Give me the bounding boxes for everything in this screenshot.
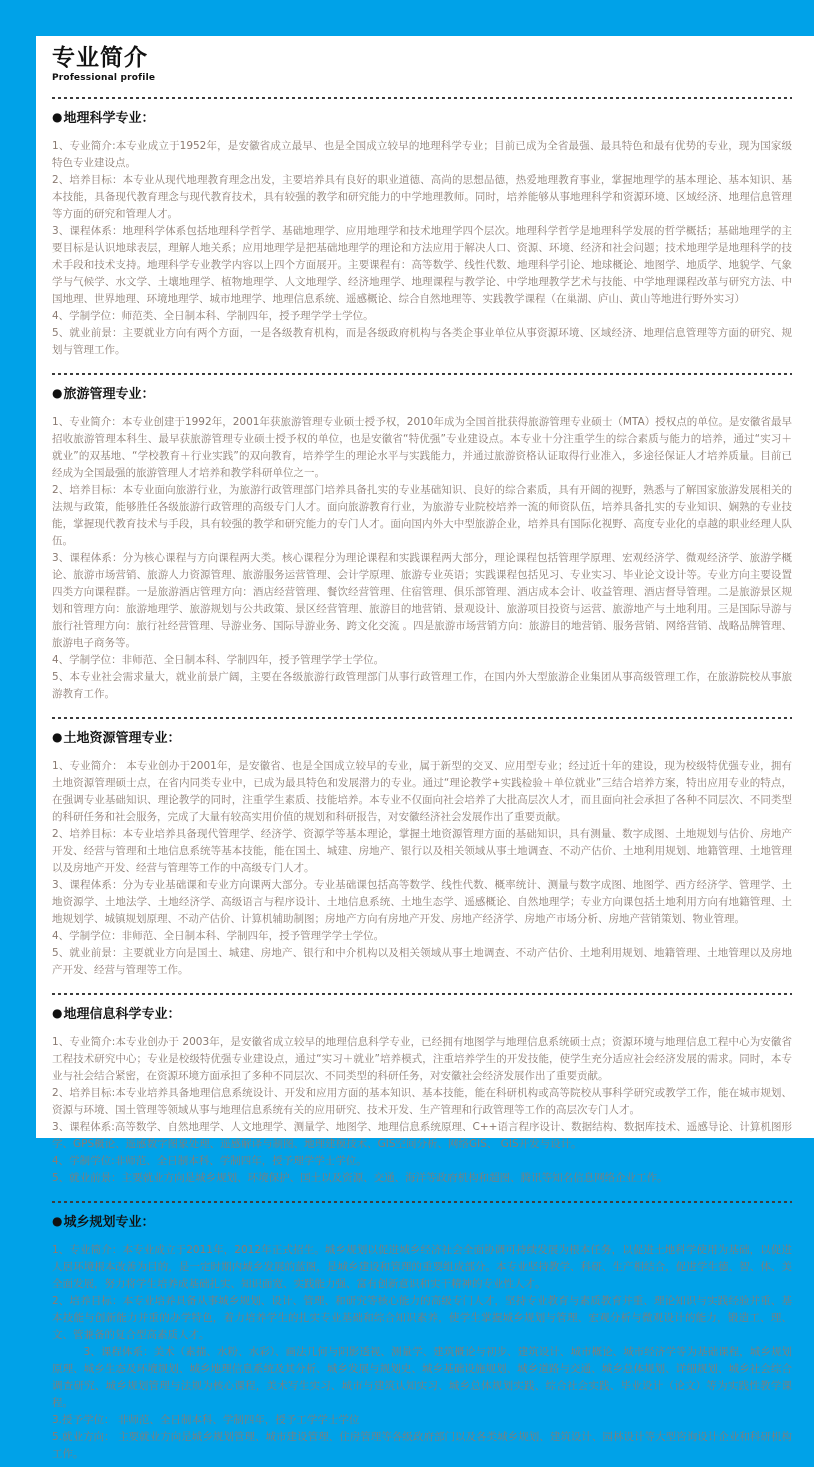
bullet-icon: ●	[52, 729, 63, 744]
section-title: 旅游管理专业：	[63, 387, 155, 403]
bullet-icon: ●	[52, 385, 63, 400]
paragraph: 1、专业简介：本专业创建于1992年，2001年获旅游管理专业硕士授予权，2010年成为全国首批获得旅游管理专业硕士（MTA）授权点的单位。是安徽省最早招收旅游管理本科生、最早获旅游管理专业硕士授予权的单位，也是安徽省“特优强”专业建设点。本专业十分注重学生的综合素质与能力的培养，通过“实习＋就业”的双基地、“学校教育＋行业实践”的双向教育，培养学生的理论水平与实践能力，并通过旅游资格认证取得行业准入，多途径保证人才培养质量。目前已经成为全国最强的旅游管理人才培养和教学科研单位之一。	[52, 416, 792, 480]
major-section	[52, 993, 792, 1191]
section-title: 土地资源管理专业：	[63, 731, 181, 747]
section-heading	[52, 383, 792, 402]
paragraph: 5、就业前景：主要就业方向是城乡规划、环境保护、国土以及资源、交通、海洋等政府机构和超图、腾讯等知名信息网络企业工作。	[52, 1172, 668, 1185]
paragraph: 3.授予学位： 非师范、全日制本科、学制四年，授予工学学士学位	[52, 1414, 360, 1427]
sections-container	[52, 97, 792, 1467]
paragraph: 2、培养目标：本专业面向旅游行业，为旅游行政管理部门培养具备扎实的专业基础知识、良好的综合素质，具有开阔的视野，熟悉与了解国家旅游发展相关的法规与政策，能够胜任各级旅游行政管理的高级专门人才。面向旅游教育行业，为旅游专业院校培养一流的师资队伍，培养具备扎实的专业知识、娴熟的专业技能，掌握现代教育技术与手段，具有较强的教学和研究能力的专门人才。面向国内外大中型旅游企业，培养具有国际化视野、高度专业化的卓越的职业经理人队伍。	[52, 484, 792, 548]
section-title: 地理科学专业：	[63, 111, 155, 127]
paragraph: 1、专业简介:本专业创办于 2003年，是安徽省成立较早的地理信息科学专业，已经拥有地图学与地理信息系统硕士点；资源环境与地理信息工程中心为安徽省工程技术研究中心；专业是校级特优强专业建设点，通过“实习＋就业”培养模式，注重培养学生的开发技能，使学生充分适应社会经济发展的需求。同时，本专业与社会结合紧密，在资源环境方面承担了多种不同层次、不同类型的科研任务，对安徽社会经济发展作出了重要贡献。	[52, 1036, 792, 1083]
paragraph: 3、课程体系：美术（素描、水粉、水彩）、画法几何与阴影透视、测量学、建筑概论与初步、建筑设计、城市概论、城市经济学等为基础课程，城乡规划原理、城乡生态及环境规划、城乡地理信息系统及其分析、城乡发展与规划史、城乡基础设施规划、城乡道路与交通、城乡总体规划、详细规划、城乡社会综合调查研究、城乡规划管理与法规为核心课程，美术写生实习、城市与建筑认知实习、城乡总体规划实践、综合社会实践、毕业设计（论文）等为实践性教学课程。	[52, 1346, 792, 1410]
paragraph: 1、专业简介:本专业成立于1952年，是安徽省成立最早、也是全国成立较早的地理科学专业；目前已成为全省最强、最具特色和最有优势的专业，现为国家级特色专业建设点。	[52, 140, 792, 170]
paragraph: 4、学制学位：非师范、全日制本科、学制四年，授予管理学学士学位。	[52, 930, 385, 943]
major-section	[52, 97, 792, 363]
paragraph: 3、课程体系:高等数学、自然地理学、人文地理学、测量学、地图学、地理信息系统原理、C++语言程序设计、数据结构、数据库技术、遥感导论、计算机图形学、GPS概论、遥感数字图象处理、遥感解译与制图、地理建模技术、GIS空间分析、网络GIS、 GIS开发与设计。	[52, 1121, 792, 1151]
dashed-divider	[52, 97, 792, 99]
paragraph: 5、本专业社会需求量大，就业前景广阔，主要在各级旅游行政管理部门从事行政管理工作，在国内外大型旅游企业集团从事高级管理工作，在旅游院校从事旅游教育工作。	[52, 671, 792, 701]
page-title: 专业简介	[52, 45, 148, 71]
dashed-divider	[52, 717, 792, 719]
paragraph: 4、学制学位：师范类、全日制本科、学制四年，授予理学学士学位。	[52, 310, 374, 323]
major-section	[52, 373, 792, 707]
section-heading	[52, 107, 792, 126]
paragraph: 5、就业前景：主要就业方向是国土、城建、房地产、银行和中介机构以及相关领域从事土地调查、不动产估价、土地利用规划、地籍管理、土地管理以及房地产开发、经营与管理等工作。	[52, 947, 792, 977]
section-title: 城乡规划专业：	[63, 1215, 155, 1231]
section-paragraphs	[52, 1034, 792, 1187]
paragraph: 4、学制学位:非师范、全日制本科、学制四年，授予理学学士学位。	[52, 1155, 367, 1168]
paragraph: 3、课程体系：地理科学体系包括地理科学哲学、基础地理学、应用地理学和技术地理学四个层次。地理科学哲学是地理科学发展的哲学概括；基础地理学的主要目标是认识地球表层，理解人地关系；应用地理学是把基础地理学的理论和方法应用于解决人口、资源、环境、经济和社会问题；技术地理学是地理科学的技术手段和技术支持。地理科学专业教学内容以上四个方面展开。主要课程有：高等数学、线性代数、地理科学引论、地球概论、地图学、地质学、地貌学、气象学与气候学、水文学、土壤地理学、植物地理学、人文地理学、经济地理学、地理课程与教学论、中学地理教学艺术与技能、中学地理课程改革与研究方法、中国地理、世界地理、环境地理学、城市地理学、地理信息系统、遥感概论、综合自然地理等、实践教学课程（在巢湖、庐山、黄山等地进行野外实习）	[52, 225, 792, 306]
major-section	[52, 717, 792, 983]
section-paragraphs	[52, 758, 792, 979]
dashed-divider	[52, 1201, 792, 1203]
bullet-icon: ●	[52, 109, 63, 124]
bullet-icon: ●	[52, 1213, 63, 1228]
section-paragraphs	[52, 1242, 792, 1463]
paragraph: 3、课程体系：分为核心课程与方向课程两大类。核心课程分为理论课程和实践课程两大部分，理论课程包括管理学原理、宏观经济学、微观经济学、旅游学概论、旅游市场营销、旅游人力资源管理、旅游服务运营管理、会计学原理、旅游专业英语；实践课程包括见习、专业实习、毕业论文设计等。专业方向主要设置四类方向课程群。一是旅游酒店管理方向：酒店经营管理、餐饮经营管理、住宿管理、俱乐部管理、酒店成本会计、收益管理、酒店督导管理。二是旅游景区规划和管理方向：旅游地理学、旅游规划与公共政策、景区经营管理、旅游目的地营销、景观设计、旅游项目投资与运营、旅游地产与土地利用。三是国际导游与旅行社管理方向：旅行社经营管理、导游业务、国际导游业务、跨文化交流 。四是旅游市场营销方向：旅游目的地营销、服务营销、网络营销、战略品牌管理、旅游电子商务等。	[52, 552, 792, 650]
major-section	[52, 1201, 792, 1467]
section-title: 地理信息科学专业：	[63, 1007, 181, 1023]
paragraph: 1、专业简介：本专业成立于2011年，2012年正式招生。城乡规划以促进城乡经济社会全面协调可持续发展为根本任务，以促进土地科学使用为基础，以促进人居环境根本改善为目的，是一定时期内城乡发展的蓝图，是城乡建设和管理的重要组成部分。本专业坚持教学、科研、生产相结合，促进学生德、智、体、美全面发展，努力将学生培养成基础扎实、知识面宽、实践能力强、富有创新意识和实干精神的专业性人才。	[52, 1244, 792, 1291]
section-heading	[52, 727, 792, 746]
paragraph: 2、培养目标：本专业从现代地理教育理念出发，主要培养具有良好的职业道德、高尚的思想品德，热爱地理教育事业，掌握地理学的基本理论、基本知识、基本技能，具备现代教育理念与现代教育技术，具有较强的教学和研究能力的中学地理教师。同时，培养能够从事地理科学和资源环境、区域经济、地理信息管理等方面的研究和管理人才。	[52, 174, 792, 221]
paragraph: 1、专业简介： 本专业创办于2001年，是安徽省、也是全国成立较早的专业，属于新型的交叉、应用型专业；经过近十年的建设，现为校级特优强专业，拥有土地资源管理硕士点，在省内同类专业中，已成为最具特色和发展潜力的专业。通过“理论教学+实践检验＋单位就业”三结合培养方案，特出应用专业的特点，在强调专业基础知识、理论教学的同时，注重学生素质、技能培养。本专业不仅面向社会培养了大批高层次人才，而且面向社会承担了各种不同层次、不同类型的科研任务和社会服务，完成了大量有较高实用价值的规划和科研报告，对安徽经济社会发展作出了重要贡献。	[52, 760, 792, 824]
paragraph: 4、学制学位：非师范、全日制本科、学制四年，授予管理学学士学位。	[52, 654, 385, 667]
paragraph: 3、课程体系：分为专业基础课和专业方向课两大部分。专业基础课包括高等数学、线性代数、概率统计、测量与数字成图、地图学、西方经济学、管理学、土地资源学、土地法学、土地经济学、高级语言与程序设计、土地信息系统、土地生态学、遥感概论、自然地理学；专业方向课包括土地利用方向有地籍管理、土地规划学、城镇规划原理、不动产估价、计算机辅助制图；房地产方向有房地产开发、房地产经济学、房地产市场分析、房地产营销策划、物业管理。	[52, 879, 792, 926]
page-subtitle: Professional profile	[52, 73, 156, 84]
paragraph: 5、就业前景：主要就业方向有两个方面，一是各级教育机构，而是各级政府机构与各类企事业单位从事资源环境、区域经济、地理信息管理等方面的研究、规划与管理工作。	[52, 327, 792, 357]
brochure-page	[36, 36, 814, 1461]
paragraph: 2、培养目标：本专业培养具备从事城乡规划、设计、管理、和研究等核心能力的高级专门人才，坚持专业教育与素质教育并重、理论知识与实践经验并重、基本技能与创新能力并重的办学特色，着力培养学生的扎实专业基础和综合知识素养，使学生掌握城乡规划与管理、宏观分析与微观设计的能力，锻造工、理、文、管兼备的复合型高素质人才。	[52, 1295, 792, 1342]
paragraph: 2、培养目标:本专业培养具备地理信息系统设计、开发和应用方面的基本知识、基本技能，能在科研机构或高等院校从事科学研究或教学工作，能在城市规划、资源与环境、国土管理等领域从事与地理信息系统有关的应用研究、技术开发、生产管理和行政管理等工作的高层次专门人才。	[52, 1087, 792, 1117]
paragraph: 2、培养目标：本专业培养具备现代管理学、经济学、资源学等基本理论，掌握土地资源管理方面的基础知识，具有测量、数字成图、土地规划与估价、房地产开发、经营与管理和土地信息系统等基本技能，能在国土、城建、房地产、银行以及相关领域从事土地调查、不动产估价、土地利用规划、地籍管理、土地管理以及房地产开发、经营与管理等工作的中高级专门人才。	[52, 828, 792, 875]
section-heading	[52, 1003, 792, 1022]
section-paragraphs	[52, 138, 792, 359]
page-header	[52, 46, 792, 83]
dashed-divider	[52, 993, 792, 995]
section-paragraphs	[52, 414, 792, 703]
paragraph: 5.就业方向： 主要就业方向是城乡规划管理、城市建设管理、住房管理等各级政府部门以及各类城乡规划、建筑设计、园林设计等大型咨询设计企业和科研机构工作。	[52, 1431, 792, 1461]
dashed-divider	[52, 373, 792, 375]
section-heading	[52, 1211, 792, 1230]
bullet-icon: ●	[52, 1005, 63, 1020]
